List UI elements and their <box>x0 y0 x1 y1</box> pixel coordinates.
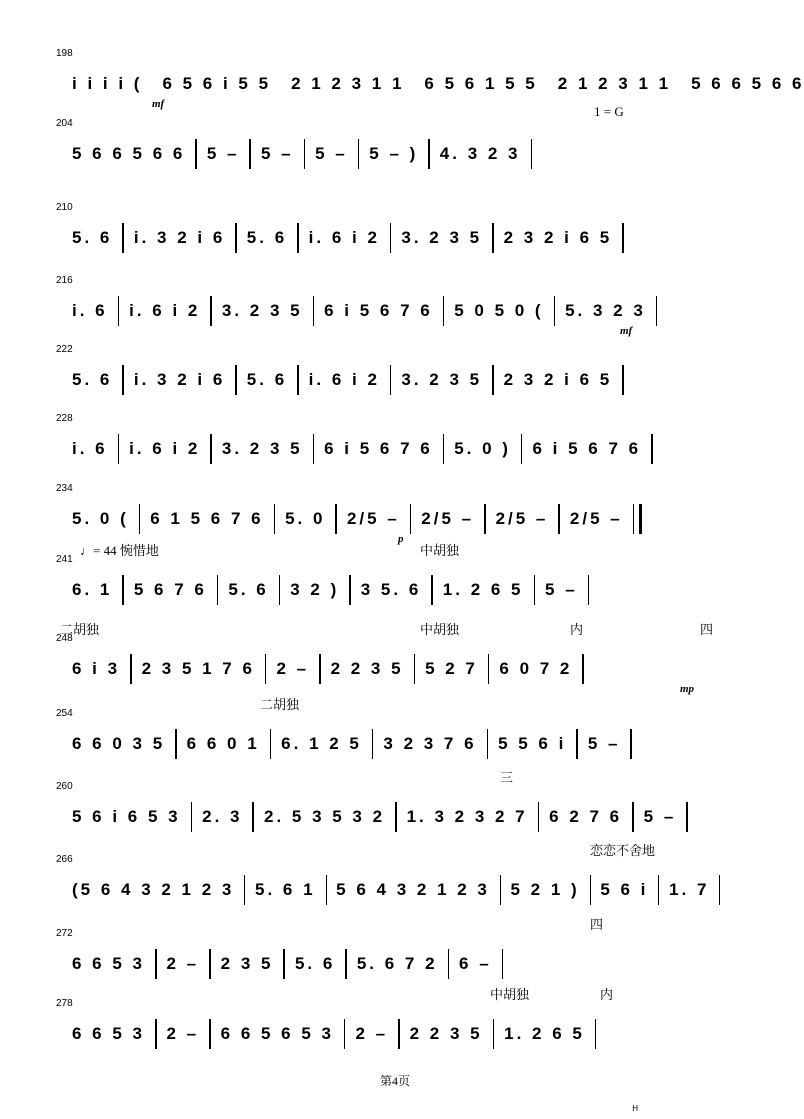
barline <box>686 802 688 832</box>
barline <box>122 575 124 605</box>
barline <box>484 504 486 534</box>
barline <box>372 729 374 759</box>
notation-row <box>72 220 730 256</box>
barline <box>428 139 430 169</box>
measure: i. 6 i 2 <box>308 370 380 389</box>
measure: 1. 2 6 5 <box>442 580 524 599</box>
barline <box>493 1019 495 1049</box>
measure: 5 – <box>545 580 578 599</box>
notation-row <box>72 572 730 608</box>
measure: 5. 6 <box>72 370 113 389</box>
barline <box>122 365 124 395</box>
barline <box>656 296 658 326</box>
barline <box>319 654 321 684</box>
barline <box>632 802 634 832</box>
measure: 6 6 0 3 5 <box>72 734 166 753</box>
measure: 2/5 – <box>569 509 623 528</box>
corner-mark: H <box>632 1104 638 1113</box>
measure-number: 234 <box>56 483 73 494</box>
measure: 5 – <box>643 807 677 826</box>
barline <box>410 504 412 534</box>
barline <box>554 296 556 326</box>
dynamic-marking: p <box>398 533 404 545</box>
measure: 4. 3 2 3 <box>439 144 521 163</box>
barline <box>210 296 212 326</box>
expression-annotation: 四 <box>590 917 604 932</box>
barline <box>326 875 327 905</box>
measure: 2/5 – <box>495 509 549 528</box>
barline <box>595 1019 597 1049</box>
measure: 5. 6 <box>72 228 113 247</box>
barline <box>358 139 360 169</box>
measure: i. 6 i 2 <box>129 439 201 458</box>
measure: 2 2 3 5 <box>409 1024 483 1043</box>
measure: 2 3 2 i 6 5 <box>503 370 613 389</box>
measure: 5 – <box>206 144 240 163</box>
barline <box>558 504 560 534</box>
barline <box>270 729 272 759</box>
barline <box>492 365 494 395</box>
barline <box>217 575 219 605</box>
expression-annotation: 恋恋不舍地 <box>590 843 656 858</box>
measure: 1. 7 <box>669 880 710 899</box>
expression-annotation: 中胡独 <box>420 622 460 637</box>
barline <box>210 434 212 464</box>
measure: 6 6 0 1 <box>186 734 260 753</box>
barline <box>209 1019 211 1049</box>
measure: 6 i 3 <box>72 659 121 678</box>
measure: 6 2 7 6 <box>549 807 623 826</box>
barline <box>235 365 237 395</box>
barline <box>209 949 211 979</box>
measure: 2 3 5 <box>220 954 274 973</box>
barline <box>252 802 254 832</box>
measure-number: 254 <box>56 708 73 719</box>
measure: 5. 6 <box>246 370 288 389</box>
measure: i. 6 <box>72 439 108 458</box>
notation-row <box>72 726 730 762</box>
barline <box>443 434 445 464</box>
barline <box>651 434 653 464</box>
barline <box>538 802 540 832</box>
measure-number: 278 <box>56 998 73 1009</box>
barline <box>139 504 141 534</box>
dynamic-marking: mp <box>680 683 695 695</box>
measure: 2/5 – <box>421 509 475 528</box>
measure: 6 0 7 2 <box>499 659 573 678</box>
measure: i. 6 i 2 <box>129 301 201 320</box>
measure: 3. 2 3 5 <box>401 228 483 247</box>
barline <box>195 139 197 169</box>
measure: 1. 3 2 3 2 7 <box>406 807 528 826</box>
measure-number: 210 <box>56 202 73 213</box>
dynamic-marking: mf <box>152 98 165 110</box>
measure: 5 0 5 0 ( <box>454 301 544 320</box>
measure: 5. 6 7 2 <box>356 954 438 973</box>
measure-number: 248 <box>56 633 73 644</box>
measure: 5 5 6 i <box>498 734 567 753</box>
page-footer: 第4页 <box>379 1074 410 1088</box>
measure: 6 i 5 6 7 6 <box>324 301 433 320</box>
expression-annotation: 1 = G <box>594 104 624 119</box>
barline <box>521 434 523 464</box>
notation-row <box>72 946 730 982</box>
expression-annotation: 中胡独 <box>420 543 460 558</box>
barline <box>313 434 315 464</box>
measure: 2 2 3 5 <box>330 659 404 678</box>
barline <box>492 223 494 253</box>
measure: 5 2 1 ) <box>510 880 580 899</box>
barline <box>175 729 177 759</box>
barline <box>658 875 659 905</box>
expression-annotation: 三 <box>500 770 514 785</box>
notation-row <box>72 1016 730 1052</box>
barline <box>155 1019 157 1049</box>
barline <box>235 223 237 253</box>
measure-number: 198 <box>56 48 73 59</box>
expression-annotation: ♩= 44 惋惜地 <box>80 543 159 558</box>
measure: 5. 6 <box>246 228 288 247</box>
barline <box>335 504 337 534</box>
measure: 2 1 2 3 1 1 <box>291 74 405 93</box>
barline <box>283 949 285 979</box>
measure-number: 241 <box>56 554 73 565</box>
barline <box>313 296 315 326</box>
barline <box>297 223 299 253</box>
measure: 3. 2 3 5 <box>401 370 483 389</box>
dynamic-marking: mf <box>620 325 633 337</box>
measure: 5 6 6 5 6 6 <box>691 74 804 93</box>
measure: 5. 0 ) <box>454 439 511 458</box>
double-barline <box>633 504 642 534</box>
barline <box>191 802 193 832</box>
score-system <box>56 987 730 1106</box>
notation-row <box>72 362 730 398</box>
measure: 2/5 – <box>346 509 400 528</box>
barline <box>431 575 433 605</box>
measure: 2. 3 <box>202 807 243 826</box>
barline <box>622 223 624 253</box>
measure: 2 – <box>166 954 200 973</box>
measure: 2 1 2 3 1 1 <box>557 74 672 93</box>
barline <box>279 575 281 605</box>
measure: 5 6 7 6 <box>133 580 207 599</box>
measure: 5 2 7 <box>425 659 478 678</box>
measure: 6 – <box>459 954 492 973</box>
barline <box>719 875 720 905</box>
measure: i. 3 2 i 6 <box>133 228 226 247</box>
measure: 5. 3 2 3 <box>565 301 646 320</box>
barline <box>344 1019 346 1049</box>
barline <box>130 654 132 684</box>
barline <box>590 875 591 905</box>
measure: 2 3 2 i 6 5 <box>503 228 613 247</box>
measure: 5 6 4 3 2 1 2 3 <box>336 880 490 899</box>
measure-number: 222 <box>56 344 73 355</box>
measure: 6 6 5 3 <box>72 1024 145 1043</box>
measure: 6. 1 <box>72 580 113 599</box>
barline <box>345 949 347 979</box>
measure: 6 5 6 i 5 5 <box>162 74 272 93</box>
measure: 5. 0 <box>285 509 326 528</box>
notation-row <box>72 872 730 908</box>
measure: 6 6 5 3 <box>72 954 145 973</box>
barline <box>398 1019 400 1049</box>
barline <box>502 949 504 979</box>
expression-annotation: 内 <box>600 987 614 1002</box>
measure: 5. 6 <box>228 580 269 599</box>
measure: 6 i 5 6 7 6 <box>324 439 433 458</box>
measure-number: 260 <box>56 781 73 792</box>
barline <box>390 223 392 253</box>
barline <box>488 654 490 684</box>
measure: 6 6 5 6 5 3 <box>220 1024 334 1043</box>
measure: 5 – ) <box>369 144 419 163</box>
measure: 2. 5 3 5 3 2 <box>263 807 386 826</box>
measure: i. 3 2 i 6 <box>133 370 226 389</box>
measure: 2 – <box>166 1024 200 1043</box>
measure: 3 2 ) <box>290 580 340 599</box>
barline <box>622 365 624 395</box>
measure-number: 228 <box>56 413 73 424</box>
measure: 1. 2 6 5 <box>504 1024 585 1043</box>
notation-row <box>72 66 804 102</box>
measure: 5. 6 <box>294 954 336 973</box>
notation-row <box>72 799 730 835</box>
measure: 3 5. 6 <box>360 580 422 599</box>
barline <box>297 365 299 395</box>
barline <box>414 654 416 684</box>
measure: 5 – <box>587 734 621 753</box>
measure: 5 6 i <box>600 880 649 899</box>
measure: 6 1 5 6 7 6 <box>150 509 264 528</box>
measure: 2 – <box>276 659 310 678</box>
barline <box>155 949 157 979</box>
barline <box>274 504 276 534</box>
measure: 5 6 i 6 5 3 <box>72 807 181 826</box>
expression-annotation: 四 <box>700 622 714 637</box>
measure: 6 5 6 1 5 5 <box>424 74 538 93</box>
measure-number: 272 <box>56 928 73 939</box>
barline <box>304 139 306 169</box>
measure: (5 6 4 3 2 1 2 3 <box>72 880 235 899</box>
measure: 2 3 5 1 7 6 <box>141 659 255 678</box>
measure-number: 266 <box>56 854 73 865</box>
barline <box>448 949 450 979</box>
measure: 5 – <box>315 144 348 163</box>
barline <box>582 654 584 684</box>
notation-row <box>72 136 730 172</box>
expression-annotation: 二胡独 <box>60 622 100 637</box>
barline <box>249 139 251 169</box>
barline <box>118 434 120 464</box>
expression-annotation: 二胡独 <box>260 697 300 712</box>
barline <box>244 875 245 905</box>
measure: 5. 0 ( <box>72 509 129 528</box>
barline <box>534 575 536 605</box>
measure: 3. 2 3 5 <box>221 301 303 320</box>
measure: i. 6 <box>72 301 108 320</box>
measure: 5. 6 1 <box>255 880 316 899</box>
barline <box>576 729 578 759</box>
barline <box>588 575 590 605</box>
notation-row <box>72 651 730 687</box>
measure-number: 204 <box>56 118 73 129</box>
barline <box>443 296 445 326</box>
barline <box>122 223 124 253</box>
measure: 5 6 6 5 6 6 <box>72 144 186 163</box>
barline <box>500 875 501 905</box>
measure-number: 216 <box>56 275 73 286</box>
barline <box>395 802 397 832</box>
measure: 6. 1 2 5 <box>281 734 362 753</box>
measure: i. 6 i 2 <box>308 228 380 247</box>
barline <box>630 729 632 759</box>
barline <box>390 365 392 395</box>
notation-row <box>72 293 730 329</box>
measure: i i i i ( <box>72 74 143 93</box>
measure: 6 i 5 6 7 6 <box>532 439 642 458</box>
measure: 3 2 3 7 6 <box>383 734 477 753</box>
notation-row <box>72 431 730 467</box>
notation-row <box>72 501 730 537</box>
expression-annotation: 内 <box>570 622 584 637</box>
measure: 2 – <box>355 1024 389 1043</box>
barline <box>118 296 120 326</box>
barline <box>349 575 351 605</box>
barline <box>265 654 267 684</box>
measure: 3. 2 3 5 <box>221 439 303 458</box>
expression-annotation: 中胡独 <box>490 987 530 1002</box>
measure: 5 – <box>260 144 294 163</box>
barline <box>487 729 489 759</box>
barline <box>531 139 533 169</box>
